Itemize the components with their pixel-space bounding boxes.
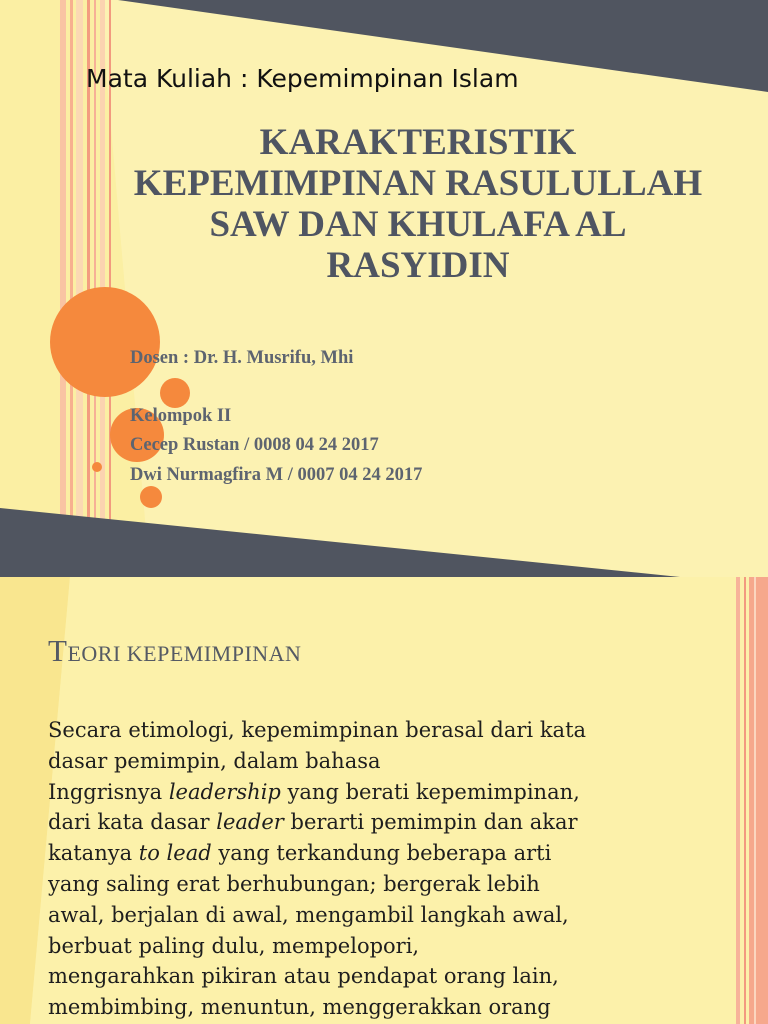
slide-title (86, 122, 750, 286)
group-label: Kelompok II (130, 406, 232, 426)
member-entry: Dwi Nurmagfira M / 0007 04 24 2017 (130, 465, 423, 485)
body-text: katanya (48, 841, 139, 866)
body-line (48, 838, 668, 869)
body-line: dasar pemimpin, dalam bahasa (48, 748, 381, 773)
italic-term: leader (216, 810, 284, 835)
body-text: dari kata dasar (48, 810, 217, 835)
body-line: berbuat paling dulu, mempelopori, (48, 933, 420, 958)
body-line: membimbing, menuntun, menggerakkan orang (48, 995, 551, 1020)
title-line: KEPEMIMPINAN RASULULLAH (133, 163, 703, 204)
slide-body-text (48, 715, 668, 1023)
body-line (48, 777, 668, 808)
title-line: RASYIDIN (326, 245, 510, 286)
body-line: mengarahkan pikiran atau pendapat orang lain, (48, 964, 559, 989)
body-text: yang terkandung beberapa arti (211, 841, 552, 866)
heading-initial: T (48, 633, 68, 668)
body-line: yang saling erat berhubungan; bergerak lebih (48, 871, 540, 896)
title-line: KARAKTERISTIK (259, 122, 577, 163)
body-text: Inggrisnya (48, 779, 169, 804)
italic-term: leadership (168, 779, 281, 804)
course-subject: Mata Kuliah : Kepemimpinan Islam (86, 64, 519, 93)
heading-rest: EORI KEPEMIMPINAN (67, 641, 302, 666)
body-line: awal, berjalan di awal, mengambil langkah awal, (48, 902, 569, 927)
slide-heading (48, 633, 301, 669)
content-slide (0, 577, 768, 1024)
body-line (48, 807, 668, 838)
body-line: Secara etimologi, kepemimpinan berasal dari kata (48, 718, 587, 742)
member-entry: Cecep Rustan / 0008 04 24 2017 (130, 435, 379, 455)
italic-term: to lead (138, 841, 212, 866)
title-line: SAW DAN KHULAFA AL (209, 204, 627, 245)
body-text: berarti pemimpin dan akar (283, 810, 578, 835)
lecturer-text: Dosen : Dr. H. Musrifu, Mhi (130, 348, 354, 368)
body-text: yang berati kepemimpinan, (280, 779, 580, 804)
